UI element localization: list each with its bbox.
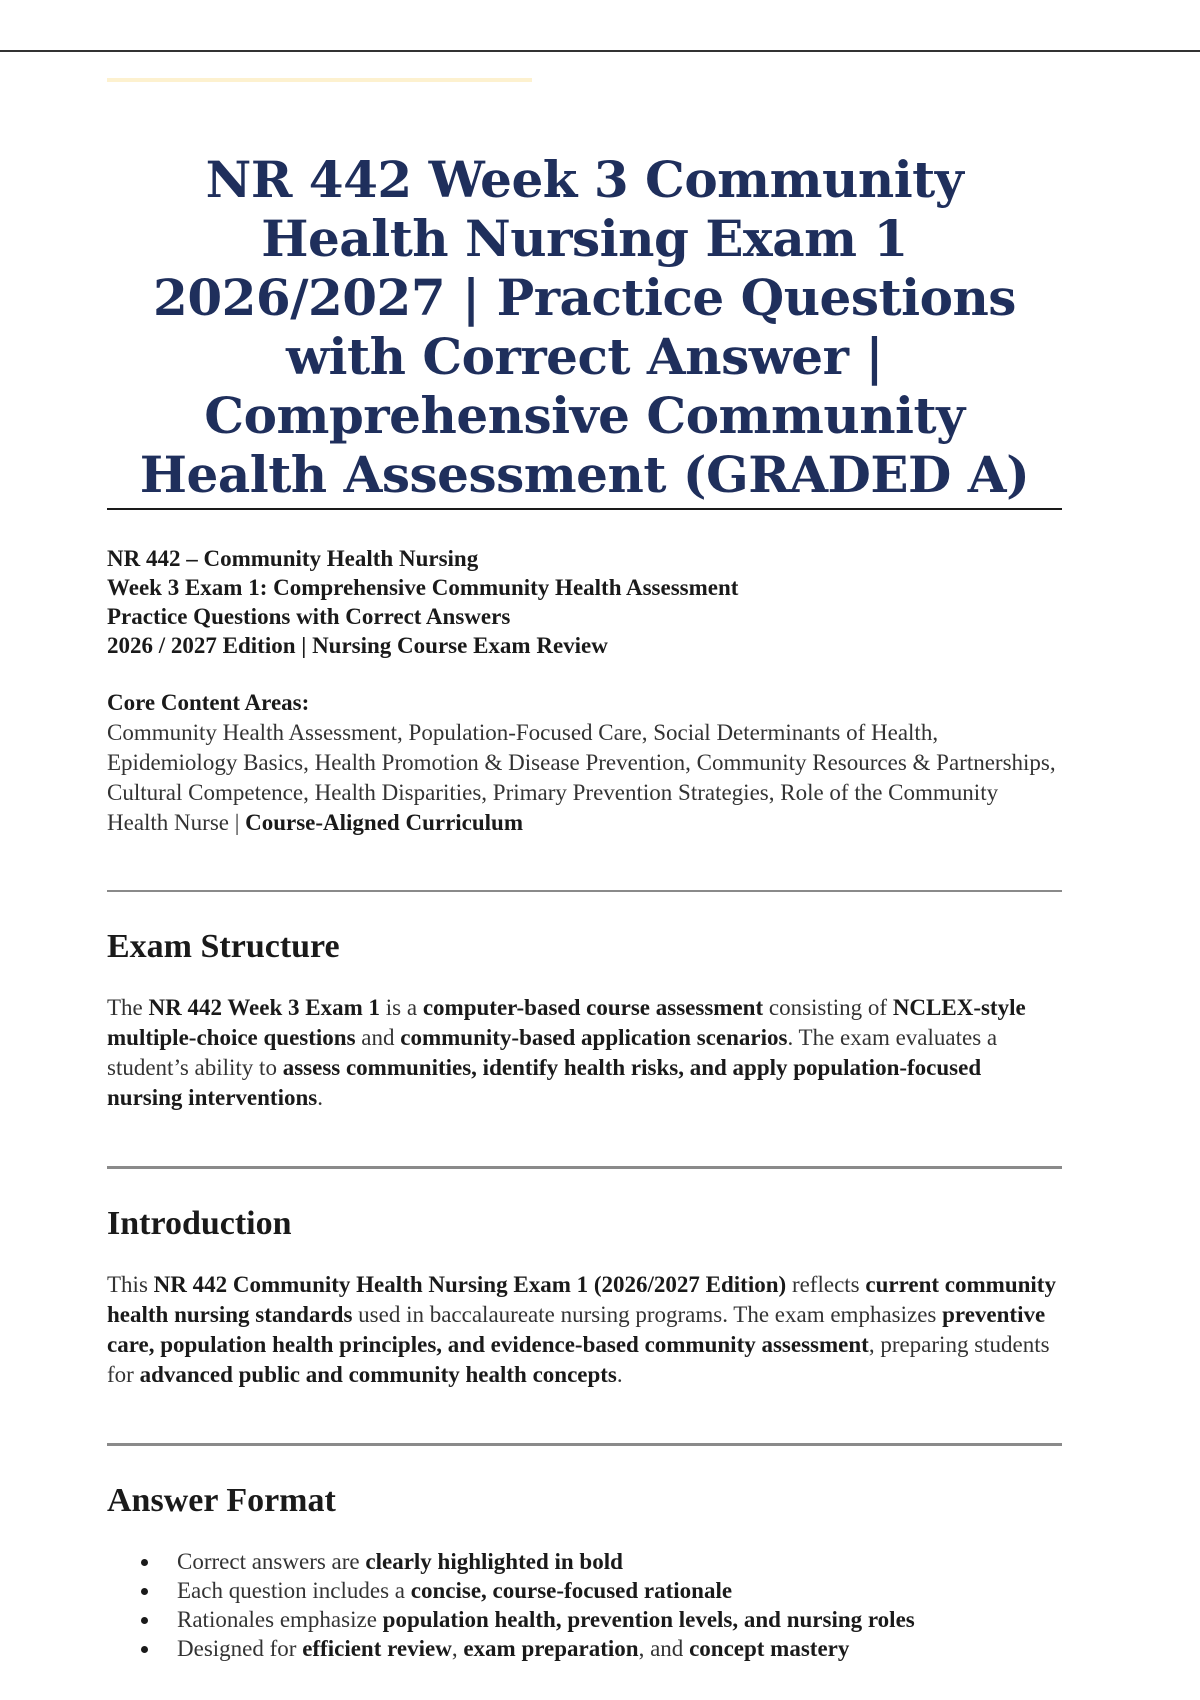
section-divider: [107, 1166, 1062, 1169]
list-item: Rationales emphasize population health, prevention levels, and nursing roles: [107, 1605, 1062, 1634]
core-content-text: [107, 718, 1062, 838]
core-content-label: Core Content Areas:: [107, 690, 310, 715]
meta-exam-line: Week 3 Exam 1: Comprehensive Community Health Assessment: [107, 575, 739, 600]
title-underline: [107, 508, 1062, 510]
top-border-line: [0, 50, 1200, 52]
exam-structure-heading: Exam Structure: [107, 928, 340, 965]
list-item: Each question includes a concise, course-focused rationale: [107, 1576, 1062, 1605]
document-title: NR 442 Week 3 Community Health Nursing Exam 1 2026/2027 | Practice Questions with Correct Answer | Comprehensive Community Health Assessment (GRADED A): [139, 150, 1030, 504]
bullet-icon: [141, 1588, 148, 1595]
introduction-heading: Introduction: [107, 1205, 292, 1242]
exam-structure-paragraph: The NR 442 Week 3 Exam 1 is a computer-based course assessment consisting of NCLEX-style multiple-choice questions and community-based application scenarios. The exam evaluates a student’s ability to assess communities, identify health risks, and apply population-focused nursing interventions.: [107, 995, 1026, 1110]
exam-structure-section: [107, 927, 1062, 1113]
list-item: Designed for efficient review, exam preparation, and concept mastery: [107, 1634, 1062, 1663]
answer-format-heading: Answer Format: [107, 1482, 336, 1519]
accent-line: [107, 78, 532, 82]
core-content-areas: [107, 688, 1062, 838]
introduction-paragraph: This NR 442 Community Health Nursing Exam 1 (2026/2027 Edition) reflects current community health nursing standards used in baccalaureate nursing programs. The exam emphasizes preventive care, population health principles, and evidence-based community assessment, preparing students for advanced public and community health concepts.: [107, 1272, 1056, 1387]
bullet-icon: [141, 1617, 148, 1624]
list-item: Correct answers are clearly highlighted in bold: [107, 1547, 1062, 1576]
section-divider: [107, 1443, 1062, 1446]
section-divider: [107, 890, 1062, 892]
core-content-list: Community Health Assessment, Population-Focused Care, Social Determinants of Health, Epidemiology Basics, Health Promotion & Disease Prevention, Community Resources & Partnerships, Cultural Competence, Health Disparities, Primary Prevention Strategies, Role of the Community Health Nurse |: [107, 720, 1056, 835]
bullet-icon: [141, 1559, 148, 1566]
answer-format-section: [107, 1481, 1062, 1663]
meta-edition-line: 2026 / 2027 Edition | Nursing Course Exam Review: [107, 633, 608, 658]
bullet-icon: [141, 1646, 148, 1653]
core-content-emphasis: Course-Aligned Curriculum: [245, 810, 524, 835]
meta-practice-line: Practice Questions with Correct Answers: [107, 604, 511, 629]
document-body: [107, 150, 1062, 1663]
meta-course-line: NR 442 – Community Health Nursing: [107, 546, 479, 571]
answer-format-list: [107, 1547, 1062, 1663]
introduction-section: [107, 1204, 1062, 1390]
course-meta: [107, 544, 1062, 660]
